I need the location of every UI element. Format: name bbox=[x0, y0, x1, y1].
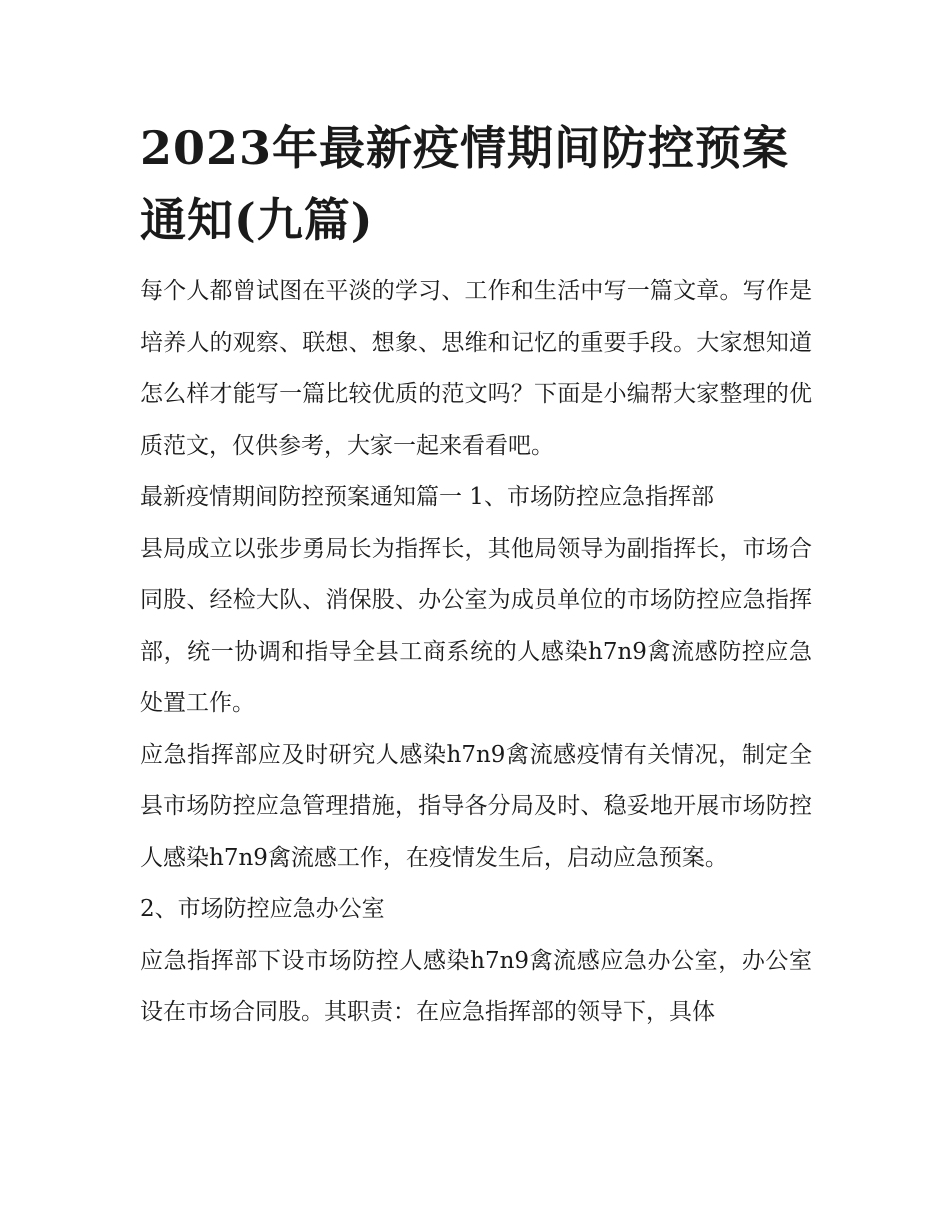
paragraph-intro: 每个人都曾试图在平淡的学习、工作和生活中写一篇文章。写作是培养人的观察、联想、想象、思维和记忆的重要手段。大家想知道怎么样才能写一篇比较优质的范文吗？下面是小编帮大家整理的优质范文，仅供参考，大家一起来看看吧。 bbox=[140, 278, 812, 459]
document-title: 2023年最新疫情期间防控预案通知(九篇) bbox=[140, 121, 790, 247]
document-body bbox=[140, 266, 812, 1039]
document-page bbox=[140, 112, 812, 1039]
paragraph-office: 应急指挥部下设市场防控人感染h7n9禽流感应急办公室，办公室设在市场合同股。其职责：在应急指挥部的领导下，具体 bbox=[140, 947, 812, 1025]
paragraph-section-1-heading: 最新疫情期间防控预案通知篇一 1、市场防控应急指挥部 bbox=[140, 484, 714, 510]
paragraph-section-2-heading: 2、市场防控应急办公室 bbox=[140, 896, 385, 922]
paragraph-command-center: 县局成立以张步勇局长为指挥长，其他局领导为副指挥长，市场合同股、经检大队、消保股、办公室为成员单位的市场防控应急指挥部，统一协调和指导全县工商系统的人感染h7n9禽流感防控应急处置工作。 bbox=[140, 535, 812, 716]
paragraph-command-duties: 应急指挥部应及时研究人感染h7n9禽流感疫情有关情况，制定全县市场防控应急管理措施，指导各分局及时、稳妥地开展市场防控人感染h7n9禽流感工作，在疫情发生后，启动应急预案。 bbox=[140, 741, 812, 871]
